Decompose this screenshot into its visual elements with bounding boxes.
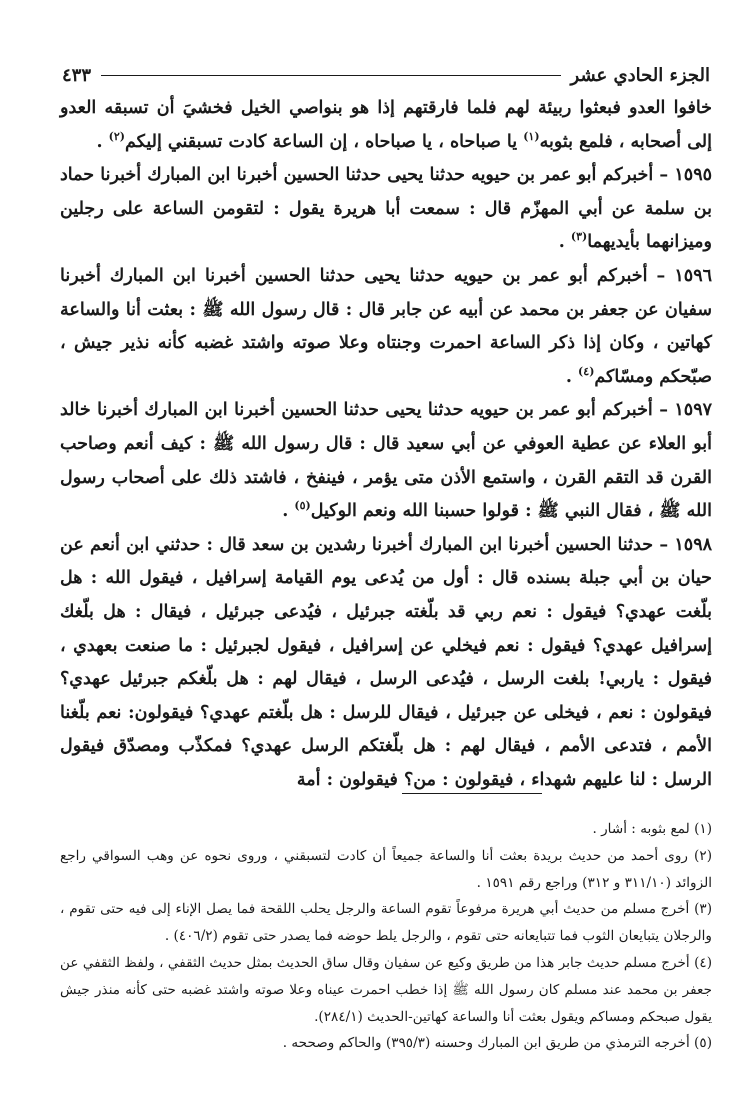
hadith-1598: ١٥٩٨ – حدثنا الحسين أخبرنا ابن المبارك أخبرنا رشدين بن سعد قال : حدثني ابن أنعم عن حيان بن أبي جبلة بسنده قال : أول من يُدعى يوم القيامة إسرافيل ، فيقول الله : هل بلّغت عهدي؟ فيقول : نعم ربي قد بلّغته جبرئيل ، فيُدعى جبرئيل ، فيقال : هل بلّغك إسرافيل عهدي؟ فيقول : نعم فيخلي عن إسرافيل ، فيقول لجبرئيل : ما صنعت بعهدي ، فيقول : ياربي! بلغت الرسل ، فيُدعى الرسل ، فيقال لهم : هل بلّغكم جبرئيل عهدي؟ فيقولون : نعم ، فيخلى عن جبرئيل ، فيقال للرسل : هل بلّغتم عهدي؟ فيقولون: نعم بلّغنا الأمم ، فتدعى الأمم ، فيقال لهم : هل بلّغتكم الرسل عهدي؟ فمكذّب ومصدّق فيقول الرسل : لنا عليهم شهداء ، فيقولون : من؟ فيقولون : أمة — [60, 534, 712, 790]
footnote-4: (٤) أخرج مسلم حديث جابر هذا من طريق وكيع عن سفيان وقال ساق الحديث بمثل حديث الثقفي ، ولفظ الثقفي عن جعفر بن محمد عند مسلم كان رسول الله ﷺ إذا خطب احمرت عيناه وعلا صوته واشتد غضبه حتى كأنه منذر جيش يقول صبحكم ومساكم ويقول بعثت أنا والساعة كهاتين-الحديث (٢٨٤/١). — [60, 954, 712, 1025]
hadith-1597: ١٥٩٧ – أخبركم أبو عمر بن حيويه حدثنا يحيى حدثنا الحسين أخبرنا ابن المبارك أخبرنا خالد أبو العلاء عن عطية العوفي عن أبي سعيد قال : قال رسول الله ﷺ : كيف أنعم وصاحب القرن قد التقم القرن ، واستمع الأذن متى يؤمر ، فينفخ ، فاشتد ذلك على أصحاب رسول الله ﷺ ، فقال النبي ﷺ : قولوا حسبنا الله ونعم الوكيل$^{(٥)}$ . — [60, 400, 712, 522]
hadith-1595: ١٥٩٥ – أخبركم أبو عمر بن حيويه حدثنا يحيى حدثنا الحسين أخبرنا ابن المبارك أخبرنا حماد بن سلمة عن أبي المهزّم قال : سمعت أبا هريرة يقول : لتقومن الساعة على رجلين وميزانهما بأيديهما$^{(٣)}$ . — [60, 165, 712, 253]
footnote-ref: (٤) — [578, 364, 595, 378]
running-title: الجزء الحادي عشر — [570, 64, 710, 86]
footnotes — [60, 816, 712, 1057]
footnote-1: (١) لمع بثوبه : أشار . — [592, 821, 712, 837]
footnote-2: (٢) روى أحمد من حديث بريدة بعثت أنا والساعة جميعاً أن كادت لتسبقني ، وروى نحوه عن وهب السواقي راجع الزوائد (٣١١/١٠ و ٣١٢) وراجع رقم ١٥٩١ . — [60, 847, 712, 891]
hadith-1596: ١٥٩٦ – أخبركم أبو عمر بن حيويه حدثنا يحيى حدثنا الحسين أخبرنا ابن المبارك أخبرنا سفيان عن جعفر بن محمد عن أبيه عن جابر قال : قال رسول الله ﷺ : بعثت أنا والساعة كهاتين ، وكان إذا ذكر الساعة احمرت وجنتاه وعلا صوته واشتد غضبه كأنه نذير جيش ، صبّحكم ومسّاكم$^{(٤)}$ . — [60, 265, 712, 387]
paragraph-continuation: خافوا العدو فبعثوا ربيئة لهم فلما فارقتهم إذا هو بنواصي الخيل فخشيَ أن تسبقه العدو إلى أصحابه ، فلمع بثوبه$^{(١)}$ يا صباحاه ، يا صباحاه ، إن الساعة كادت تسبقني إليكم$^{(٢)}$ . — [60, 98, 712, 152]
header-rule — [101, 75, 561, 76]
main-text — [60, 92, 712, 797]
footnote-ref: (٥) — [294, 499, 311, 513]
footnote-3: (٣) أخرج مسلم من حديث أبي هريرة مرفوعاً تقوم الساعة والرجل يحلب اللقحة فما يصل الإناء إلى فيه حتى تقوم ، والرجلان يتبايعان الثوب فما تتبايعانه حتى تقوم ، والرجل يلط حوضه فما يصدر حتى تقوم (٤٠٦/٢) . — [60, 901, 712, 945]
footnote-5: (٥) أخرجه الترمذي من طريق ابن المبارك وحسنه (٣٩٥/٣) والحاكم وصححه . — [282, 1035, 712, 1052]
footnote-ref: (٣) — [570, 230, 588, 244]
footnote-ref: (٢) — [108, 129, 126, 143]
page-header — [62, 58, 710, 92]
footnote-ref: (١) — [523, 129, 540, 143]
footnote-separator — [402, 793, 542, 794]
page-number: ٤٣٣ — [62, 64, 92, 86]
